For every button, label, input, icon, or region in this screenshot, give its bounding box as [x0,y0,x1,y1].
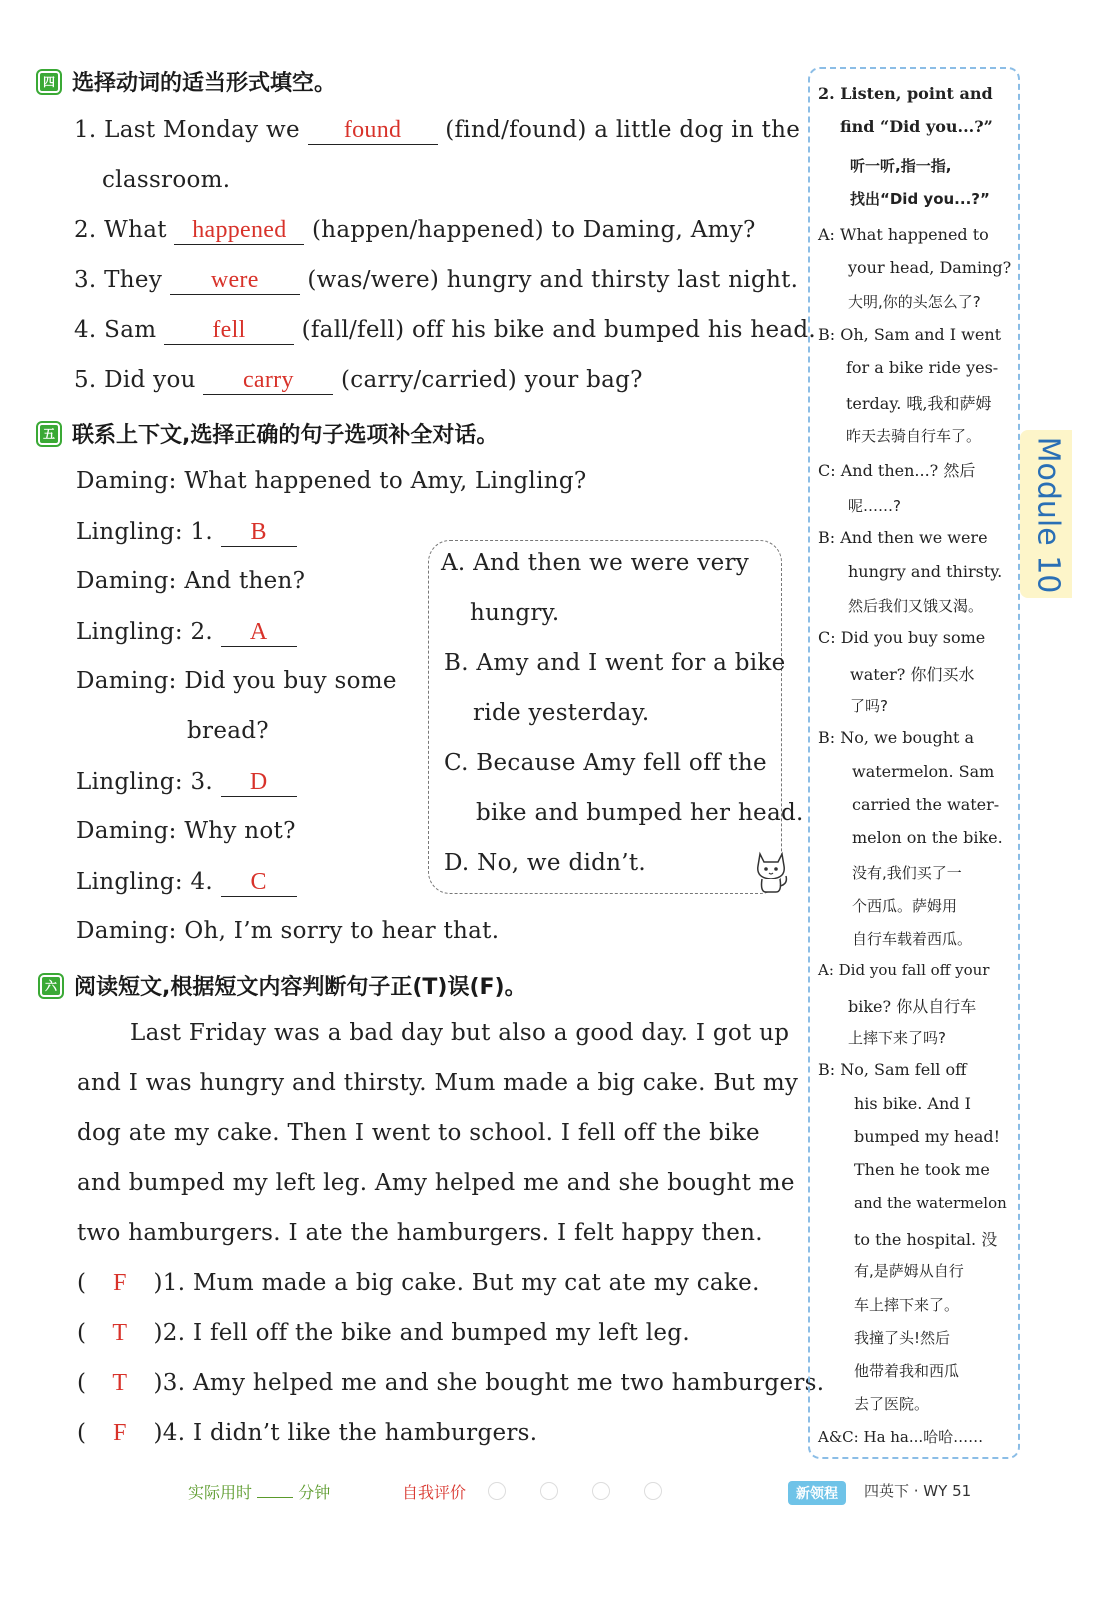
option-b: B. Amy and I went for a bike [444,650,786,676]
section-number-badge: 五 [36,421,62,447]
sidebar-line: bike? 你从自行车 [848,997,977,1016]
brand-badge: 新领程 [788,1481,846,1505]
dialog-line: Lingling: 1. B [76,518,297,547]
passage-line: and bumped my left leg. Amy helped me and she bought me [77,1170,795,1196]
footer-time: 实际用时 分钟 [188,1483,331,1502]
section-6-header [38,970,527,1001]
tf-question-2: ( T )2. I fell off the bike and bumped my left leg. [77,1320,690,1346]
sidebar-line: A: Did you fall off your [818,961,990,979]
sidebar-line: to the hospital. 没 [854,1230,998,1249]
fill-item-1-cont: classroom. [102,167,231,193]
sidebar-line: melon on the bike. [852,828,1003,847]
tf-answer[interactable]: F [113,1420,127,1446]
page-number: 四英下 · WY 51 [864,1482,972,1500]
sidebar-line: C: And then...? 然后 [818,461,976,480]
section-title: 选择动词的适当形式填空。 [72,71,337,96]
sidebar-line: and the watermelon [854,1194,1007,1212]
answer-blank[interactable]: carry [203,366,333,395]
fill-item-3: 3. They were (was/were) hungry and thirsty last night. [74,267,799,293]
sidebar-line: B: And then we were [818,528,988,547]
sidebar-line: 上摔下来了吗? [848,1029,946,1047]
sidebar-line: 个西瓜。萨姆用 [852,897,958,915]
sidebar-line: B: No, we bought a [818,728,975,747]
tf-question-3: ( T )3. Amy helped me and she bought me two hamburgers. [77,1370,825,1396]
time-blank[interactable] [257,1497,293,1498]
tf-question-4: ( F )4. I didn’t like the hamburgers. [77,1420,538,1446]
answer-blank[interactable]: happened [174,216,304,245]
sidebar-line: hungry and thirsty. [848,562,1003,581]
passage-line: dog ate my cake. Then I went to school. I fell off the bike [77,1120,760,1146]
option-a: A. And then we were very [441,550,750,576]
answer-blank[interactable]: fell [164,316,294,345]
sidebar-line: 找出“Did you...?” [850,190,990,208]
answer-blank[interactable]: C [221,868,297,897]
section-number-badge: 四 [36,69,62,95]
tf-answer[interactable]: T [112,1370,128,1396]
fill-item-4: 4. Sam fell (fall/fell) off his bike and bumped his head. [74,317,817,343]
sidebar-line: 去了医院。 [854,1395,930,1413]
section-4-header [36,66,336,97]
sidebar-line: 听一听,指一指, [850,157,952,175]
sidebar-line: A: What happened to [818,225,989,244]
sidebar-line: 车上摔下来了。 [854,1296,960,1314]
sidebar-line: 自行车载着西瓜。 [852,930,973,948]
dialog-line: bread? [187,718,269,744]
passage-line: Last Friday was a bad day but also a good day. I got up [130,1020,790,1046]
sidebar-line: 大明,你的头怎么了? [848,293,981,311]
sidebar-line: 2. Listen, point and [818,84,993,103]
sidebar-line: water? 你们买水 [850,665,975,684]
sidebar-line: 我撞了头!然后 [854,1329,951,1347]
fill-item-1: 1. Last Monday we found (find/found) a little dog in the [74,117,801,143]
answer-blank[interactable]: D [221,768,297,797]
section-title: 阅读短文,根据短文内容判断句子正(T)误(F)。 [74,975,527,1000]
sidebar-line: 呢……? [848,497,901,515]
sidebar-line: 有,是萨姆从自行 [854,1262,964,1280]
option-b-cont: ride yesterday. [473,700,650,726]
face-icon[interactable] [592,1482,610,1500]
sidebar-line: 昨天去骑自行车了。 [846,427,982,445]
sidebar-line: terday. 哦,我和萨姆 [846,394,992,413]
section-5-header [36,418,498,449]
face-icon[interactable] [644,1482,662,1500]
sidebar-line: 他带着我和西瓜 [854,1362,960,1380]
sidebar-line: find “Did you...?” [840,117,993,136]
sidebar-line: B: No, Sam fell off [818,1060,967,1079]
sidebar-line: B: Oh, Sam and I went [818,325,1002,344]
section-number-badge: 六 [38,973,64,999]
face-icon[interactable] [488,1482,506,1500]
section-title: 联系上下文,选择正确的句子选项补全对话。 [72,423,499,448]
dialog-line: Daming: Did you buy some [76,668,397,694]
fill-item-5: 5. Did you carry (carry/carried) your bag? [74,367,643,393]
dialog-line: Daming: And then? [76,568,306,594]
sidebar-line: your head, Daming? [848,258,1012,277]
face-icon[interactable] [540,1482,558,1500]
sidebar-line: C: Did you buy some [818,628,986,647]
answer-blank[interactable]: found [308,116,438,145]
answer-blank[interactable]: A [221,618,297,647]
option-d: D. No, we didn’t. [444,850,647,876]
option-c-cont: bike and bumped her head. [476,800,804,826]
dialog-line: Daming: Oh, I’m sorry to hear that. [76,918,500,944]
passage-line: and I was hungry and thirsty. Mum made a big cake. But my [77,1070,799,1096]
fill-item-2: 2. What happened (happen/happened) to Daming, Amy? [74,217,756,243]
sidebar-line: carried the water- [852,795,1000,814]
answer-blank[interactable]: B [221,518,297,547]
sidebar-line: 了吗? [850,697,888,715]
footer-eval: 自我评价 [402,1483,467,1502]
sidebar-line: Then he took me [854,1160,990,1179]
dialog-line: Lingling: 2. A [76,618,297,647]
sidebar-line: bumped my head! [854,1127,1001,1146]
cat-icon [752,848,790,894]
tf-question-1: ( F )1. Mum made a big cake. But my cat ate my cake. [77,1270,760,1296]
sidebar-line: 然后我们又饿又渴。 [848,597,984,615]
dialog-line: Daming: Why not? [76,818,296,844]
dialog-line: Lingling: 4. C [76,868,297,897]
option-c: C. Because Amy fell off the [444,750,767,776]
rating-faces [488,1482,662,1500]
tf-answer[interactable]: T [112,1320,128,1346]
sidebar-line: his bike. And I [854,1094,971,1113]
sidebar-line: 没有,我们买了一 [852,864,962,882]
dialog-line: Lingling: 3. D [76,768,297,797]
answer-blank[interactable]: were [170,266,300,295]
option-a-cont: hungry. [470,600,560,626]
sidebar-line: watermelon. Sam [852,762,995,781]
sidebar-line: for a bike ride yes- [846,358,999,377]
passage-line: two hamburgers. I ate the hamburgers. I felt happy then. [77,1220,763,1246]
tf-answer[interactable]: F [113,1270,127,1296]
module-tab-label: Module 10 [1030,436,1066,594]
dialog-line: Daming: What happened to Amy, Lingling? [76,468,587,494]
sidebar-line: A&C: Ha ha...哈哈…… [818,1428,984,1446]
